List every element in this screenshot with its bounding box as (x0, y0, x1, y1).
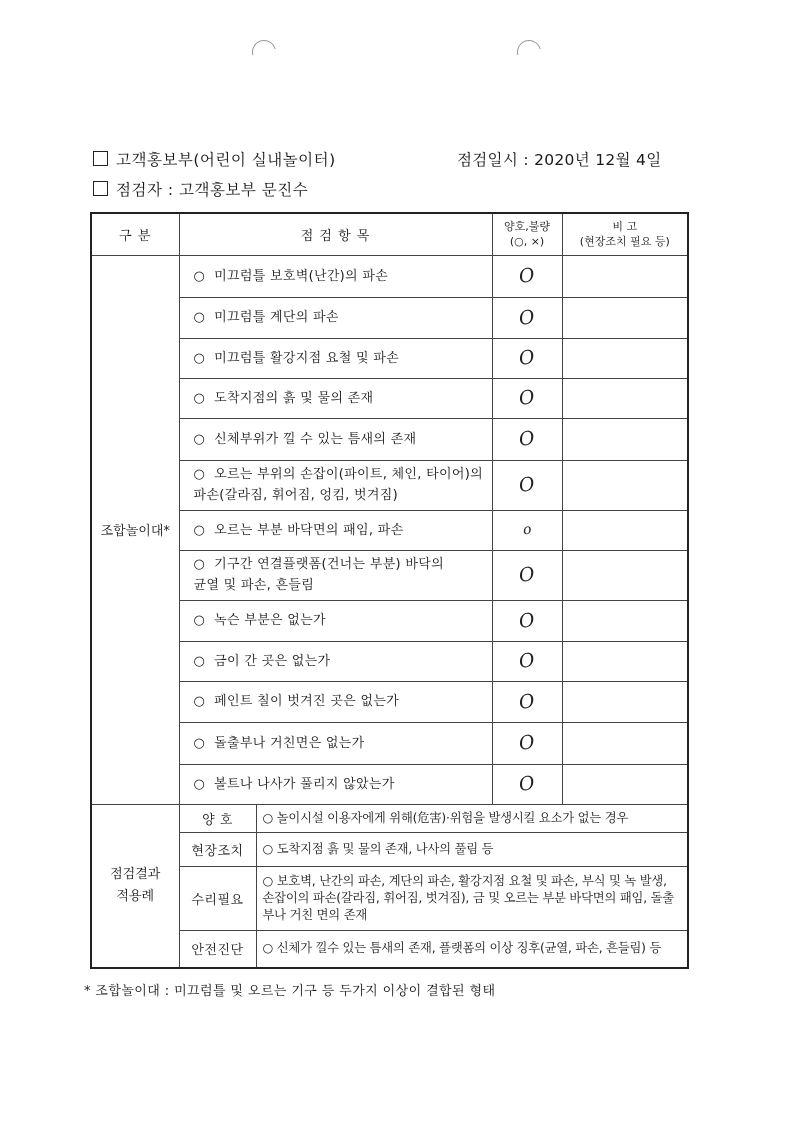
check-item-line (194, 464, 492, 485)
handwritten-mark: O (517, 264, 537, 288)
bullet-icon: ○ (193, 613, 206, 628)
bullet-icon: ○ (193, 467, 206, 482)
table-row (91, 460, 688, 510)
result-description: ○ 보호벽, 난간의 파손, 계단의 파손, 활강지점 요철 및 파손, 부식 및 녹 발생, 손잡이의 파손(갈라짐, 휘어짐, 벗겨짐), 금 및 오르는 부분 바닥면의 패임, 돌출부나 거친 면의 존재 (256, 866, 688, 930)
check-item-text: 미끄럼틀 활강지점 요철 및 파손 (214, 350, 400, 366)
result-label: 수리필요 (179, 866, 256, 930)
check-item-line (194, 348, 492, 369)
remarks-cell (562, 681, 688, 722)
table-row (91, 297, 688, 338)
bullet-icon: ○ (193, 268, 206, 284)
bullet-icon: ○ (193, 310, 206, 325)
check-item-line (194, 774, 492, 795)
check-item-line (194, 651, 492, 672)
result-cell (492, 297, 562, 338)
result-cell (492, 378, 562, 418)
check-item (179, 338, 492, 378)
result-row (91, 930, 688, 968)
remarks-cell (562, 297, 688, 338)
remarks-cell (562, 641, 688, 681)
check-item-text: 볼트나 나사가 풀리지 않았는가 (214, 776, 395, 792)
punch-hole-right (513, 36, 546, 69)
table-row (91, 641, 688, 681)
remarks-cell (562, 378, 688, 418)
check-item (179, 510, 492, 550)
remarks-cell (562, 764, 688, 804)
check-item-text: 미끄럼틀 보호벽(난간)의 파손 (214, 268, 389, 284)
check-item (179, 418, 492, 460)
handwritten-mark: O (517, 473, 537, 497)
check-item-text: 페인트 칠이 벗겨진 곳은 없는가 (214, 694, 400, 709)
results-group-line: 점검결과 (110, 866, 161, 882)
handwritten-mark: O (517, 649, 537, 673)
check-item-line (194, 266, 492, 287)
header-line-1 (93, 148, 336, 170)
result-label: 현장조치 (179, 832, 256, 866)
bullet-icon: ○ (193, 431, 206, 447)
check-item-line (194, 733, 492, 754)
check-item-text: 도착지점의 흙 및 물의 존재 (214, 390, 374, 406)
handwritten-mark: O (517, 305, 537, 330)
col-header-remarks-note: (현장조치 필요 등) (579, 235, 670, 249)
result-cell (492, 641, 562, 681)
results-group-line: 적용례 (116, 888, 155, 904)
table-row (91, 550, 688, 600)
inspection-table (90, 212, 689, 969)
check-item (179, 255, 492, 297)
result-cell (492, 460, 562, 510)
result-label: 양 호 (179, 804, 256, 832)
check-item-line (194, 388, 492, 409)
col-header-result (492, 213, 562, 255)
bullet-icon: ○ (193, 522, 206, 538)
check-item-text: 금이 간 곳은 없는가 (214, 653, 331, 669)
check-item-text: 신체부위가 낄 수 있는 틈새의 존재 (214, 431, 417, 447)
check-item (179, 550, 492, 600)
remarks-cell (562, 600, 688, 641)
remarks-cell (562, 722, 688, 764)
check-item-text: 돌출부나 거친면은 없는가 (214, 735, 365, 751)
check-item (179, 764, 492, 804)
group-label: 조합놀이대* (91, 255, 179, 804)
bullet-icon: ○ (193, 350, 206, 366)
check-item-text-cont: 균열 및 파손, 흔들림 (193, 578, 315, 593)
remarks-cell (562, 418, 688, 460)
check-item (179, 722, 492, 764)
check-item (179, 297, 492, 338)
table-row (91, 600, 688, 641)
remarks-cell (562, 460, 688, 510)
result-cell (492, 510, 562, 550)
remarks-cell (562, 255, 688, 297)
check-item (179, 641, 492, 681)
check-item (179, 681, 492, 722)
col-header-items: 점 검 항 목 (179, 213, 492, 255)
table-row (91, 764, 688, 804)
handwritten-mark: O (517, 386, 537, 410)
remarks-cell (562, 338, 688, 378)
check-item-line (194, 520, 492, 541)
result-cell (492, 764, 562, 804)
col-header-remarks (562, 213, 688, 255)
result-label: 안전진단 (179, 930, 256, 968)
result-cell (492, 338, 562, 378)
header-line-2 (93, 178, 308, 200)
handwritten-mark: O (517, 346, 537, 370)
handwritten-mark: o (521, 521, 533, 539)
bullet-icon: ○ (193, 557, 206, 572)
check-item (179, 600, 492, 641)
check-item-line (194, 610, 492, 631)
bullet-icon: ○ (193, 390, 206, 406)
bullet-icon: ○ (193, 694, 206, 709)
result-cell (492, 722, 562, 764)
result-cell (492, 418, 562, 460)
remarks-cell (562, 510, 688, 550)
table-row (91, 681, 688, 722)
handwritten-mark: O (517, 608, 537, 633)
col-header-remarks-label: 비 고 (612, 220, 638, 234)
handwritten-mark: O (517, 689, 537, 714)
handwritten-mark: O (517, 563, 537, 587)
handwritten-mark: O (517, 772, 537, 796)
table-row (91, 338, 688, 378)
col-header-result-label: 양호,불량 (504, 220, 551, 234)
check-item-line (194, 691, 492, 712)
results-group-label (91, 804, 179, 968)
result-row (91, 832, 688, 866)
punch-hole-left (248, 36, 281, 69)
check-item-text: 미끄럼틀 계단의 파손 (214, 310, 339, 325)
check-item-text: 녹슨 부분은 없는가 (214, 613, 326, 628)
handwritten-mark: O (517, 427, 537, 451)
table-row (91, 510, 688, 550)
header-inspector: 점검자 : 고객홍보부 문진수 (116, 181, 309, 199)
inspection-date: 점검일시 : 2020년 12월 4일 (457, 151, 662, 169)
col-header-result-legend: (○, ×) (509, 235, 545, 249)
check-item-text-cont: 파손(갈라짐, 휘어짐, 엉킴, 벗겨짐) (193, 488, 398, 503)
result-cell (492, 550, 562, 600)
result-description: ○ 놀이시설 이용자에게 위해(危害)·위험을 발생시킬 요소가 없는 경우 (256, 804, 688, 832)
checkbox-icon (93, 181, 108, 196)
table-row (91, 255, 688, 297)
bullet-icon: ○ (193, 653, 206, 669)
result-description: ○ 도착지점 흙 및 물의 존재, 나사의 풀림 등 (256, 832, 688, 866)
col-header-category: 구 분 (91, 213, 179, 255)
handwritten-mark: O (517, 731, 537, 755)
header-target: 고객홍보부(어린이 실내놀이터) (116, 151, 336, 169)
check-item-line (194, 307, 492, 328)
result-cell (492, 255, 562, 297)
remarks-cell (562, 550, 688, 600)
footnote: * 조합놀이대 : 미끄럼틀 및 오르는 기구 등 두가지 이상이 결합된 형태 (84, 984, 496, 999)
checkbox-icon (93, 151, 108, 166)
check-item-text: 오르는 부위의 손잡이(파이트, 체인, 타이어)의 (214, 467, 483, 482)
bullet-icon: ○ (193, 776, 206, 792)
table-header-row (91, 213, 688, 255)
result-cell (492, 681, 562, 722)
result-row (91, 866, 688, 930)
check-item-line (194, 429, 492, 450)
bullet-icon: ○ (193, 735, 206, 751)
check-item-text: 오르는 부분 바닥면의 패임, 파손 (214, 522, 404, 538)
table-row (91, 722, 688, 764)
result-description: ○ 신체가 낄수 있는 틈새의 존재, 플랫폼의 이상 징후(균열, 파손, 흔들림) 등 (256, 930, 688, 968)
table-row (91, 418, 688, 460)
check-item-text: 기구간 연결플랫폼(건너는 부분) 바닥의 (214, 557, 444, 572)
result-row (91, 804, 688, 832)
check-item (179, 378, 492, 418)
table-row (91, 378, 688, 418)
check-item (179, 460, 492, 510)
check-item-line (194, 554, 492, 575)
result-cell (492, 600, 562, 641)
